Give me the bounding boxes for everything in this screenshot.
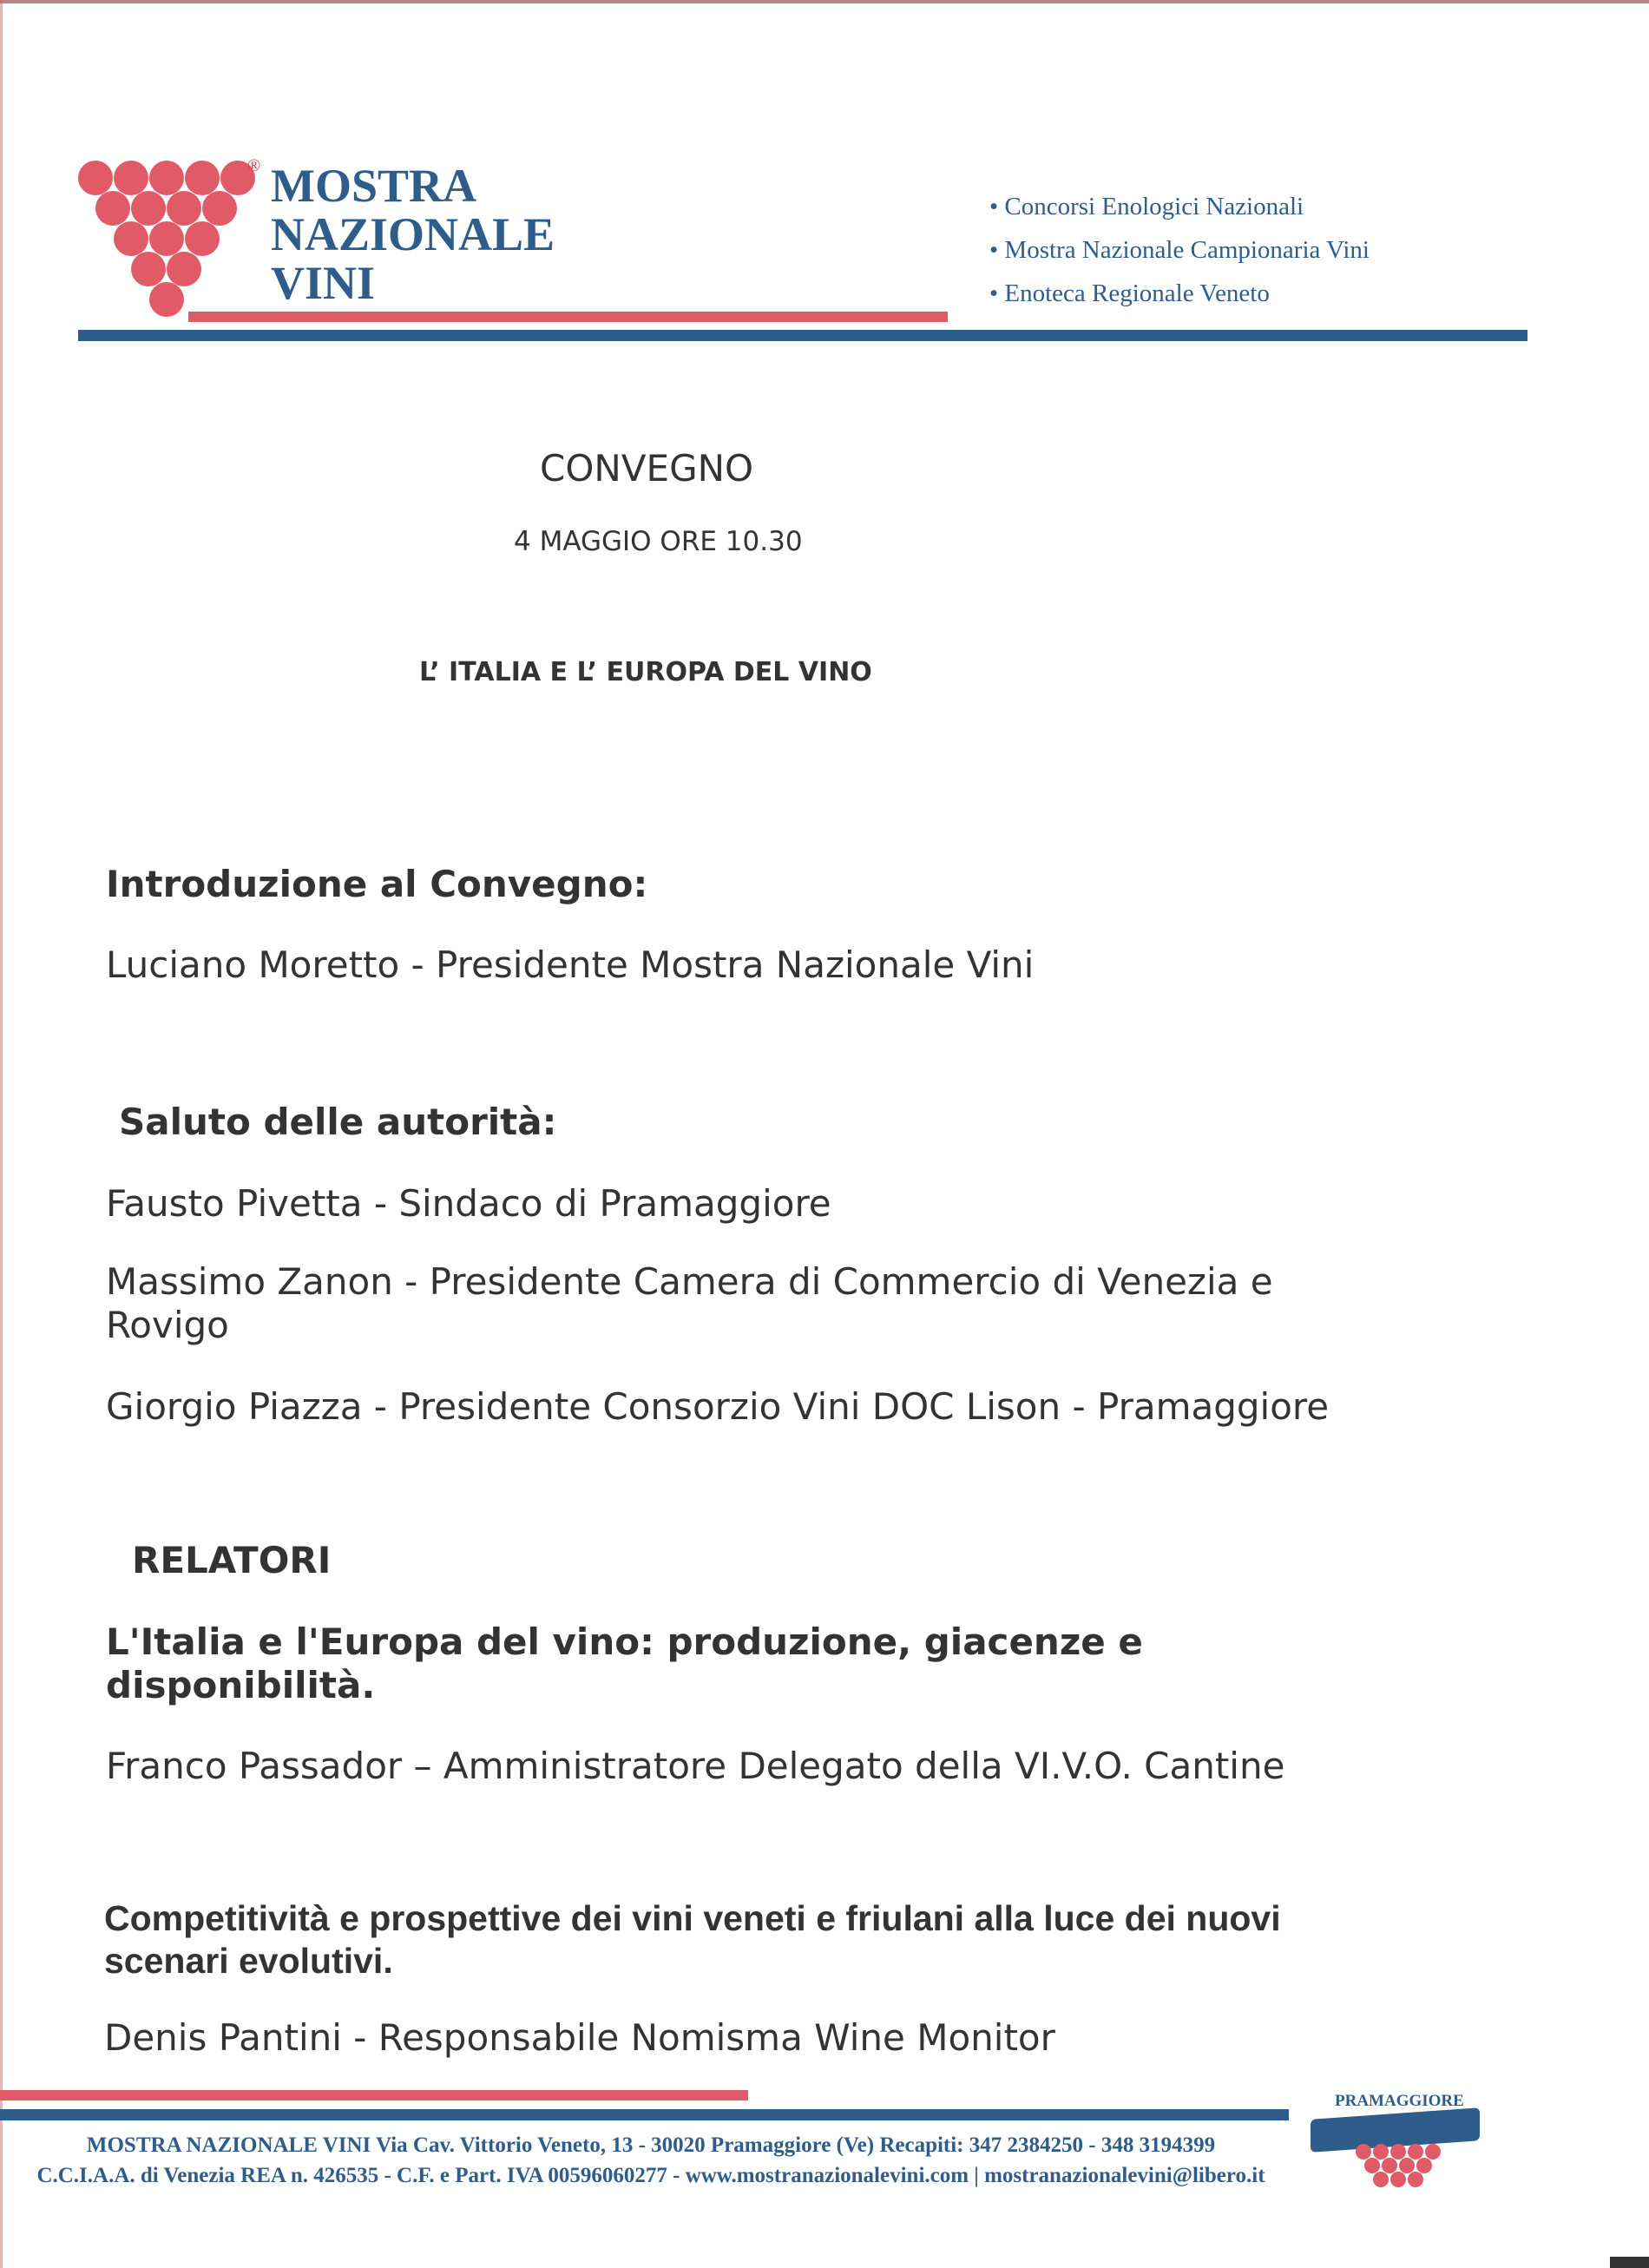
footer-red-rule bbox=[0, 2090, 748, 2100]
intro-speaker: Luciano Moretto - Presidente Mostra Nazionale Vini bbox=[106, 943, 1035, 986]
event-subtitle: L’ ITALIA E L’ EUROPA DEL VINO bbox=[419, 657, 872, 687]
header-bullet: • Concorsi Enologici Nazionali bbox=[989, 193, 1304, 220]
footer-blue-rule bbox=[0, 2109, 1289, 2120]
talk1-title-line2: disponibilità. bbox=[106, 1664, 376, 1706]
event-datetime: 4 MAGGIO ORE 10.30 bbox=[514, 526, 803, 557]
registered-mark: ® bbox=[247, 156, 261, 175]
header-bullet: • Enoteca Regionale Veneto bbox=[989, 279, 1270, 307]
header-blue-rule bbox=[78, 330, 1527, 341]
footer-line-2: C.C.I.A.A. di Venezia REA n. 426535 - C.F. e Part. IVA 00596060277 - www.mostranazionalevini.com | mostranazionalevini@libero.it bbox=[36, 2164, 1265, 2187]
header-red-rule bbox=[188, 312, 948, 322]
talk2-title-line2: scenari evolutivi. bbox=[104, 1941, 393, 1981]
logo-line-3: VINI bbox=[271, 257, 376, 309]
footer-line-1: MOSTRA NAZIONALE VINI Via Cav. Vittorio Veneto, 13 - 30020 Pramaggiore (Ve) Recapiti: 347 2384250 - 348 3194399 bbox=[86, 2133, 1216, 2157]
saluto-speaker: Giorgio Piazza - Presidente Consorzio Vini DOC Lison - Pramaggiore bbox=[106, 1385, 1330, 1428]
logo-wordmark bbox=[271, 161, 555, 307]
talk1-speaker: Franco Passador – Amministratore Delegato della VI.V.O. Cantine bbox=[106, 1745, 1285, 1787]
talk1-title-line1: L'Italia e l'Europa del vino: produzione, giacenze e bbox=[106, 1620, 1143, 1663]
logo-line-2: NAZIONALE bbox=[271, 208, 555, 260]
scan-corner-mark bbox=[1610, 2257, 1649, 2268]
badge-text: PRAMAGGIORE bbox=[1335, 2092, 1464, 2110]
header-bullet: • Mostra Nazionale Campionaria Vini bbox=[989, 236, 1370, 264]
saluto-speaker: Massimo Zanon - Presidente Camera di Commercio di Venezia e bbox=[106, 1260, 1273, 1303]
grape-cluster-icon bbox=[78, 161, 252, 325]
logo-line-1: MOSTRA bbox=[271, 160, 477, 212]
relatori-heading: RELATORI bbox=[132, 1539, 332, 1581]
saluto-heading: Saluto delle autorità: bbox=[119, 1101, 557, 1143]
talk2-title-line1: Competitività e prospettive dei vini veneti e friulani alla luce dei nuovi bbox=[104, 1898, 1281, 1938]
pramaggiore-badge-icon bbox=[1302, 2083, 1488, 2192]
header-bullets bbox=[989, 185, 1370, 315]
talk2-speaker: Denis Pantini - Responsabile Nomisma Wine Monitor bbox=[104, 2016, 1055, 2059]
saluto-speaker: Fausto Pivetta - Sindaco di Pramaggiore bbox=[106, 1182, 831, 1225]
scan-edge-top bbox=[0, 0, 1649, 3]
saluto-speaker: Rovigo bbox=[106, 1304, 229, 1346]
event-title: CONVEGNO bbox=[540, 447, 754, 490]
scan-edge-left bbox=[0, 0, 3, 2268]
intro-heading: Introduzione al Convegno: bbox=[106, 863, 648, 905]
